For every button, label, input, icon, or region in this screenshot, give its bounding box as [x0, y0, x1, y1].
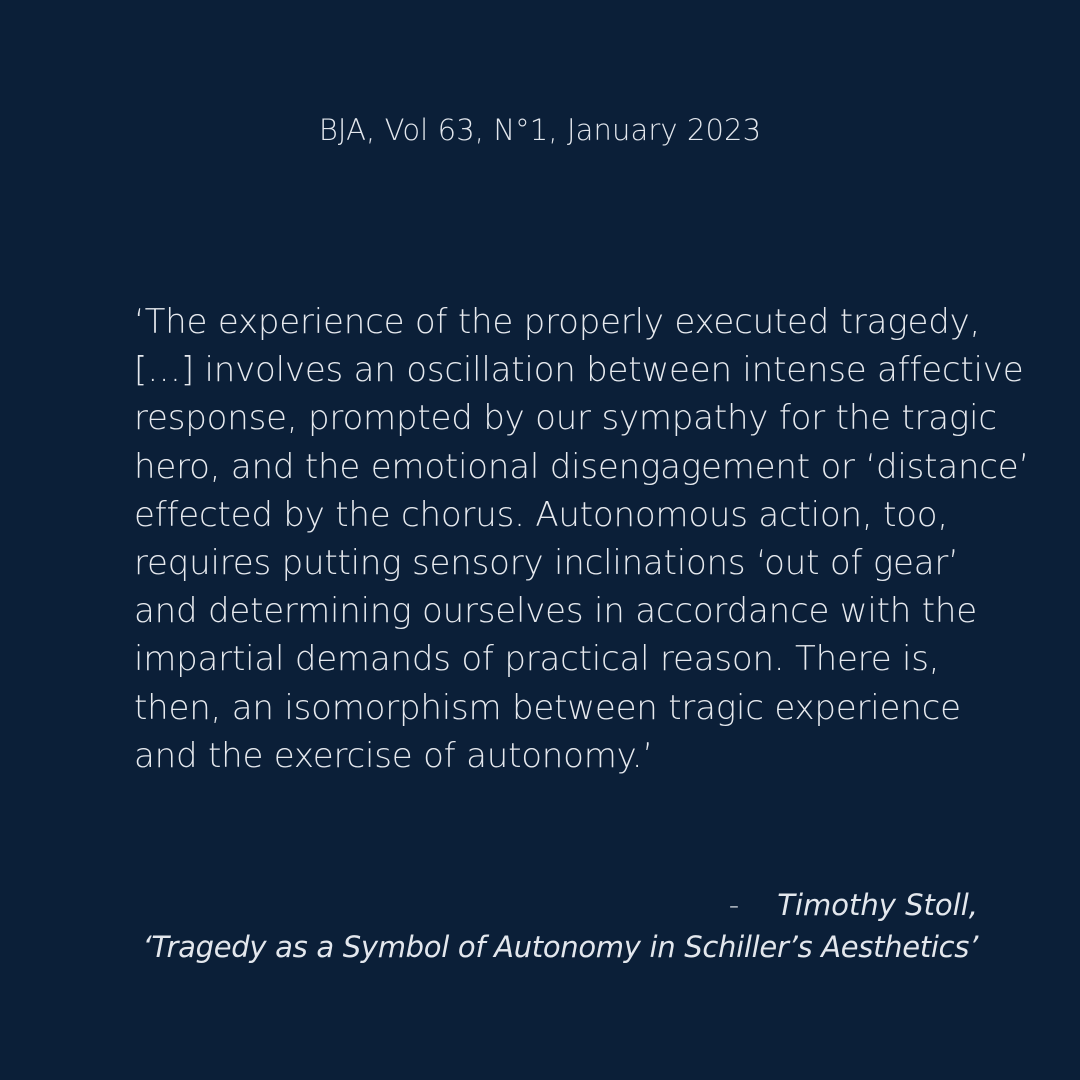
attribution-dash: -: [728, 888, 740, 922]
quote-line: then, an isomorphism between tragic experience: [134, 687, 961, 728]
quote-line: […] involves an oscillation between intense affective: [134, 350, 1024, 391]
author-line: [78, 884, 978, 926]
quote-line: requires putting sensory inclinations ‘out of gear’: [134, 543, 959, 584]
quote-block: [134, 298, 1030, 780]
author-name: Timothy Stoll,: [777, 888, 978, 922]
quote-line: effected by the chorus. Autonomous action, too,: [134, 494, 949, 535]
work-title: ‘Tragedy as a Symbol of Autonomy in Schiller’s Aesthetics’: [142, 930, 978, 964]
journal-citation: BJA, Vol 63, N°1, January 2023: [318, 113, 762, 147]
quote-line: and the exercise of autonomy.’: [134, 735, 653, 776]
quote-line: and determining ourselves in accordance with the: [134, 591, 977, 632]
quote-line: response, prompted by our sympathy for the tragic: [134, 398, 997, 439]
quote-line: ‘The experience of the properly executed tragedy,: [134, 302, 981, 342]
quote-line: impartial demands of practical reason. There is,: [134, 639, 940, 680]
attribution: [78, 884, 978, 968]
quote-line: hero, and the emotional disengagement or ‘distance’: [134, 446, 1030, 487]
